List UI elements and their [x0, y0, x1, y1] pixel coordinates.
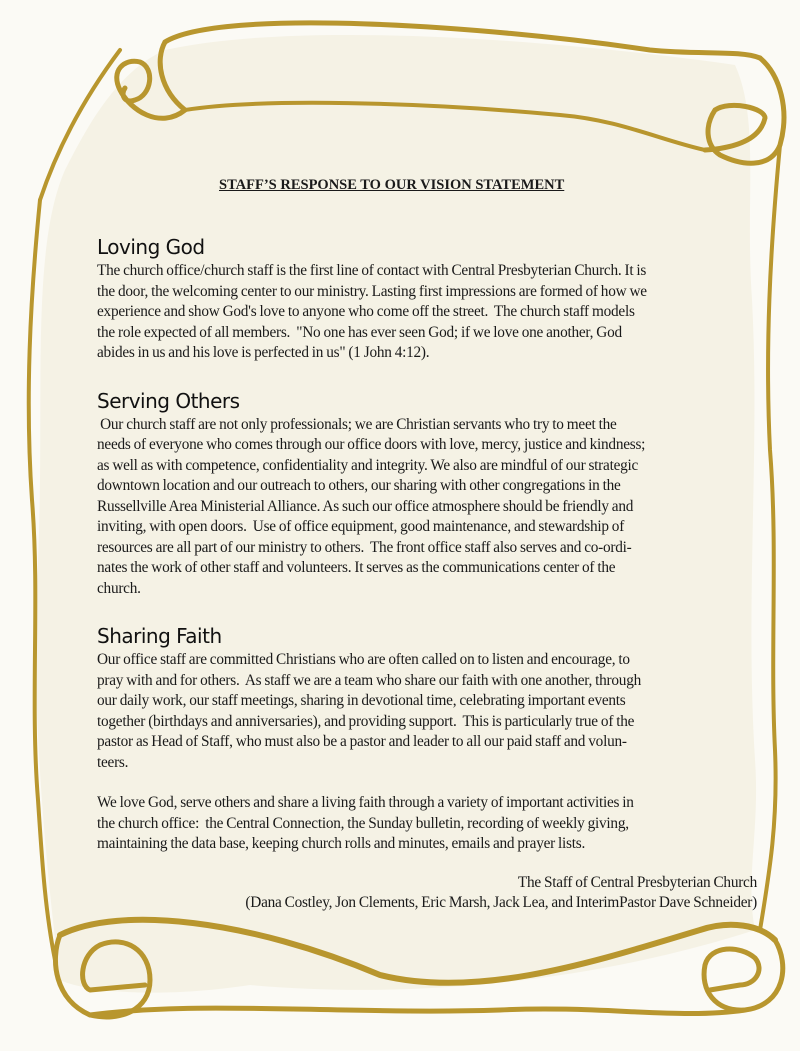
section-heading-serving-others: Serving Others: [97, 388, 240, 413]
text-line: maintaining the data base, keeping church rolls and minutes, emails and prayer lists.: [97, 835, 586, 852]
document: [97, 176, 757, 914]
text-line: pray with and for others. As staff we are a team who share our faith with one another, through: [97, 671, 641, 689]
text-line: pastor as Head of Staff, who must also be a pastor and leader to all our paid staff and volun-: [97, 733, 627, 750]
text-line: downtown location and our outreach to others, our sharing with other congregations in the: [97, 477, 621, 494]
text-line: The church office/church staff is the first line of contact with Central Presbyterian Church. It is: [97, 262, 647, 279]
page-title: STAFF’S RESPONSE TO OUR VISION STATEMENT: [219, 177, 565, 193]
section-spacer: [97, 364, 747, 388]
text-line: Our church staff are not only professionals; we are Christian servants who try to meet the: [97, 415, 617, 433]
section-body-sharing-faith: [97, 650, 747, 773]
bottom-roll-lower: [90, 1008, 745, 1015]
text-line: the door, the welcoming center to our ministry. Lasting first impressions are formed of how we: [97, 282, 647, 300]
section-spacer: [97, 599, 747, 623]
signature-names: (Dana Costley, Jon Clements, Eric Marsh, Jack Lea, and InterimPastor Dave Schneider): [245, 894, 757, 911]
bottom-right-curl: [704, 940, 783, 1010]
right-edge: [760, 145, 780, 930]
text-line: experience and show God's love to anyone who come off the street. The church staff models: [97, 303, 635, 320]
text-line: needs of everyone who comes through our office doors with love, mercy, justice and kindness;: [97, 436, 646, 453]
closing-paragraph: [97, 793, 747, 855]
signature: [97, 873, 757, 914]
text-line: inviting, with open doors. Use of office equipment, good maintenance, and stewardship of: [97, 518, 625, 535]
section-heading-sharing-faith: Sharing Faith: [97, 624, 222, 648]
section-body-loving-god: [97, 261, 747, 364]
section-body-serving-others: [97, 415, 747, 600]
text-line: resources are all part of our ministry to others. The front office staff also serves and co-ordi-: [97, 538, 632, 556]
text-line: the role expected of all members. "No one has ever seen God; if we love one another, God: [97, 323, 622, 341]
text-line: teers.: [97, 753, 129, 771]
section-heading-loving-god: Loving God: [97, 235, 205, 259]
text-line: church.: [97, 579, 141, 597]
text-line: We love God, serve others and share a living faith through a variety of important activities in: [97, 794, 634, 811]
text-line: our daily work, our staff meetings, sharing in devotional time, celebrating important events: [97, 692, 626, 709]
closing-spacer: [97, 773, 747, 793]
text-line: Our office staff are committed Christians who are often called on to listen and encourage, to: [97, 651, 630, 668]
text-line: abides in us and his love is perfected in us" (1 John 4:12).: [97, 344, 430, 361]
text-line: the church office: the Central Connection, the Sunday bulletin, recording of weekly giving,: [97, 814, 629, 832]
text-line: as well as with competence, confidentiality and integrity. We also are mindful of our strategic: [97, 456, 639, 474]
text-line: nates the work of other staff and volunteers. It serves as the communications center of the: [97, 559, 616, 576]
text-line: together (birthdays and anniversaries), and providing support. This is particularly true of the: [97, 712, 635, 730]
text-line: Russellville Area Ministerial Alliance. As such our office atmosphere should be friendly and: [97, 497, 634, 515]
signature-org: The Staff of Central Presbyterian Church: [517, 873, 757, 891]
